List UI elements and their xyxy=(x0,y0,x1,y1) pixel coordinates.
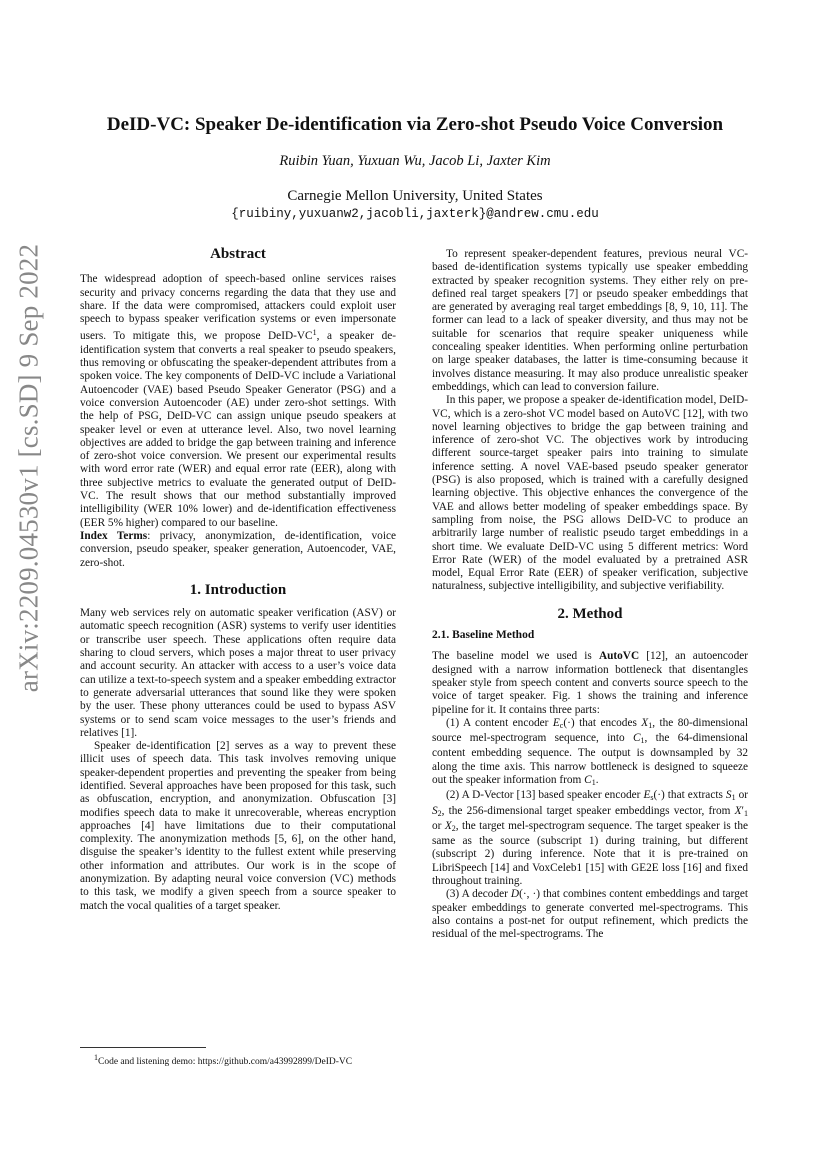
affiliation: Carnegie Mellon University, United States xyxy=(287,188,543,204)
method-item-1: (1) A content encoder $E_c(\cdot)$ that encodes $X_1$, the 80-dimensional source mel-spectrogram sequence, into $C_1$, the 64-dimensional content embedding sequence. The output is downsampled by 32 along the time axis. This narrow bottleneck is designed to squeeze out the speaker information from $C_1$. xyxy=(432,716,748,787)
authors: Ruibin Yuan, Yuxuan Wu, Jacob Li, Jaxter Kim xyxy=(279,153,551,169)
left-column xyxy=(80,248,396,1110)
intro-paragraph-4: In this paper, we propose a speaker de-identification model, DeID-VC, which is a zero-shot VC model based on AutoVC [12], with two novel learning objectives to bridge the gap between training and inference of zero-shot VC. The objectives work by introducing different source-target speaker pairs into training to simulate inference setting. A novel VAE-based pseudo speaker generator (PSG) is also proposed, which is trained with a carefully designed learning objective. This objective enhances the convergence of the VAE and allows better modeling of speaker embeddings space. By sampling from noise, the PSG allows DeID-VC to produce an arbitrarily large number of realistic pseudo target embeddings in a short time. We evaluate DeID-VC using 5 different metrics: Word Error Rate (WER) of the model evaluated by a pretrained ASR model, Equal Error Rate (EER) of speaker verification, subjective naturalness, subjective intelligibility, and subjective verifiability. xyxy=(432,394,748,593)
footnote-rule xyxy=(80,1047,206,1048)
abstract-heading: Abstract xyxy=(210,246,266,262)
paper-title: DeID-VC: Speaker De-identification via Zero-shot Pseudo Voice Conversion xyxy=(106,114,724,135)
abstract-text: The widespread adoption of speech-based online services raises security and privacy concerns regarding the data that they use and share. If the data were compromised, attackers could exploit user speech to bypass speaker verification systems or even impersonate users. To mitigate this, we propose DeID-$VC^1$, a speaker de-identification system that converts a real speaker to pseudo speakers, thus removing or obfuscating the speaker-dependent attributes from a spoken voice. The key components of DeID-VC include a Variational Autoencoder (VAE) based Pseudo Speaker Generator (PSG) and a voice conversion Autoencoder (AE) under zero-shot settings. With the help of PSG, DeID-VC can assign unique pseudo speakers at speaker level or even at utterance level. Also, two novel learning objectives are added to bridge the gap between training and inference of zero-shot voice conversion. We present our experimental results with word error rate (WER) and equal error rate (EER), along with three subjective metrics to evaluate the generated output of DeID-VC. The result shows that our method substantially improved intelligibility (WER 10% lower) and de-identification effectiveness (EER 5% higher) compared to our baseline. xyxy=(80,273,396,529)
intro-paragraph-1: Many web services rely on automatic speaker verification (ASV) or automatic speech recognition (ASR) systems to verify user identities or transcribe user speech. These applications often require data sharing to cloud servers, which poses a major threat to user privacy and account security. An attacker with access to a user’s voice data can utilize a text-to-speech system and a speaker embedding extractor to generate adversarial utterances that sound like they were spoken by the user. These phony utterances could be used to bypass ASV systems or to send scam voice messages to the user’s friends and relatives [1]. xyxy=(80,607,396,739)
intro-paragraph-3: To represent speaker-dependent features, previous neural VC-based de-identification systems typically use speaker embedding extracted by speaker recognition systems. They either rely on pre-defined real target speakers [7] or pseudo speaker embeddings that are generated by averaging real target embeddings [8, 9, 10, 11]. The former can lead to a lack of speaker diversity, and thus may not be suitable for scenarios that require speaker uniqueness while concealing speaker identities. When performing online perturbation on large speaker databases, the latter is time-consuming because it involves distance measuring. It may also produce unrealistic speaker embeddings, which can lead to conversion failure. xyxy=(432,248,748,393)
method-item-2: (2) A D-Vector [13] based speaker encoder $E_s(\cdot)$ that extracts $S_1$ or $S_2$, the 256-dimensional target speaker embeddings vector, from $X'_1$ or $X_2$, the target mel-spectrogram sequence. The target speaker is the same as the source (subscript 1) during training, but different (subscript 2) during inference. Note that it is pre-trained on LibriSpeech [14] and VoxCeleb1 [15] with GE2E loss [16] and fixed throughout training. xyxy=(432,789,748,888)
author-emails: {ruibiny,yuxuanw2,jacobli,jaxterk}@andrew.cmu.edu xyxy=(231,207,599,221)
method-heading: 2. Method xyxy=(557,605,623,622)
method-item-3: (3) A decoder D(·, ·) that combines content embeddings and target speaker embeddings to generate converted mel-spectrograms. This also contains a post-net for output refinement, which predicts the residual of the mel-spectrograms. The xyxy=(432,888,749,941)
arxiv-stamp: arXiv:2209.04530v1 [cs.SD] 9 Sep 2022 xyxy=(13,243,44,693)
method-paragraph-1: The baseline model we used is AutoVC [12], an autoencoder designed with a narrow information bottleneck that disentangles speaker style from speech content and converts source speech to the voice of target speaker. Fig. 1 shows the training and inference pipeline for it. It contains three parts: xyxy=(432,650,748,716)
intro-paragraph-2: Speaker de-identification [2] serves as a way to prevent these illicit uses of speech data. This task involves removing unique speaker-dependent properties and preventing the speaker from being identified. Several approaches have been proposed for this task, such as obfuscation, encryption, and anonymization. Obfuscation [3] modifies speech data to make it unrecoverable, whereas encryption approaches [4] have limitations due to their computational complexity. The anonymization methods [5, 6], on the other hand, disguise the speaker’s identity to the fullest extent while preserving other information and attributes. Our work is in the scope of anonymization. By adapting neural voice conversion (VC) methods to this task, we modify a given speech from a source speaker to match the vocal qualities of a target speaker. xyxy=(80,740,396,912)
intro-heading: 1. Introduction xyxy=(189,581,287,598)
right-column xyxy=(432,248,748,942)
index-terms: Index Terms: privacy, anonymization, de-identification, voice conversion, pseudo speaker, speaker generation, Autoencoder, VAE, zero-shot. xyxy=(80,529,396,569)
baseline-subheading: 2.1. Baseline Method xyxy=(432,629,535,642)
footnote-mark: 1 xyxy=(312,328,317,338)
footnote: $^1$Code and listening demo: https://github.com/a43992899/DeID-VC xyxy=(94,1053,353,1067)
